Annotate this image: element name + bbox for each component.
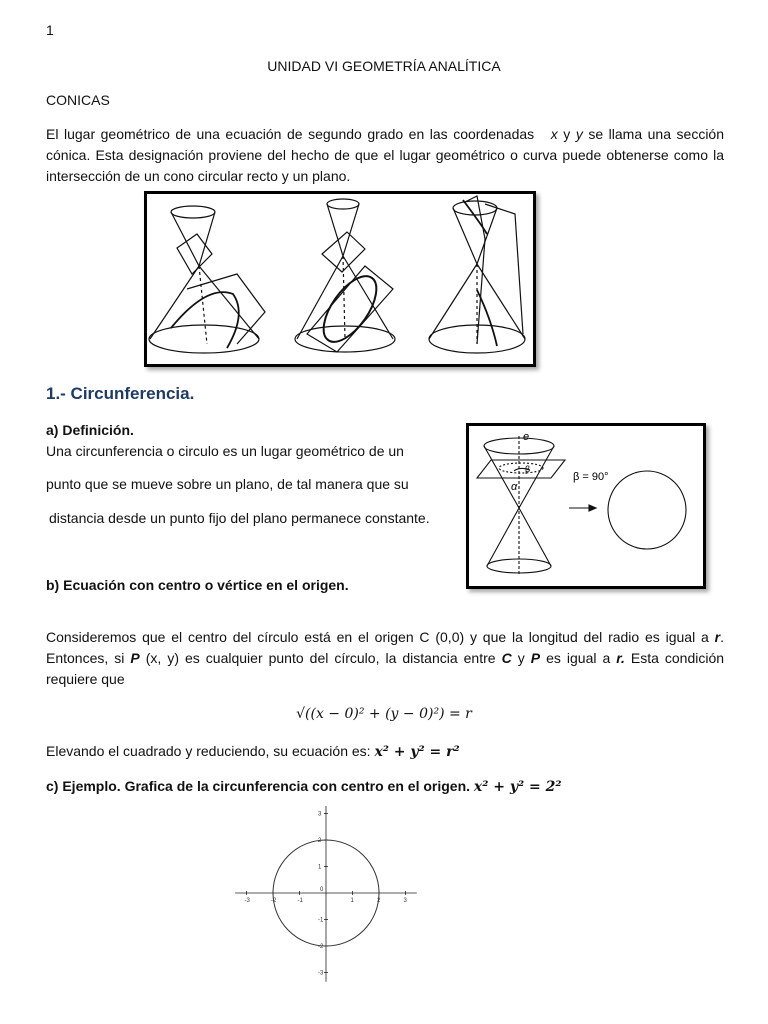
definition-line-3: distancia desde un punto fijo del plano permanece constante. (49, 510, 430, 526)
intro-and: y (563, 126, 571, 142)
label-beta-90: β = 90° (573, 471, 609, 483)
x-tick-label: 2 (377, 898, 381, 904)
distance-equation: √((x − 0)² + (y − 0)²) = r (296, 706, 472, 722)
y-tick-label: -3 (318, 970, 324, 977)
y-tick-label: 1 (318, 864, 322, 871)
elevating-label: Elevando el cuadrado y reduciendo, su ecuación es: (46, 743, 371, 759)
origin-label: 0 (320, 887, 324, 893)
eq-text-4: y (517, 650, 525, 666)
var-P2: P (530, 650, 541, 666)
definition-line-1: Una circunferencia o circulo es un lugar geométrico de un (46, 443, 404, 459)
eq-text-2: . Entonces, si (46, 629, 724, 666)
var-y: y (575, 126, 583, 142)
intro-paragraph (46, 124, 724, 187)
page-number: 1 (46, 22, 54, 38)
y-tick-label: 2 (318, 838, 322, 844)
var-P: P (130, 650, 140, 666)
var-r2: r. (616, 650, 625, 666)
example-heading (46, 778, 562, 795)
x-tick-label: -1 (297, 898, 303, 904)
section-subtitle: CONICAS (46, 92, 110, 108)
x-tick-label: -2 (271, 898, 277, 904)
standard-equation: x² + y² = r² (374, 744, 460, 760)
page-title: UNIDAD VI GEOMETRÍA ANALÍTICA (267, 58, 501, 74)
example-equation: x² + y² = 2² (473, 779, 562, 795)
var-r: r (714, 629, 721, 645)
label-e: e (523, 431, 530, 443)
x-tick-label: 1 (350, 898, 354, 904)
y-tick-label: 3 (318, 811, 322, 818)
section-heading-circunferencia: 1.- Circunferencia. (46, 384, 195, 403)
eq-text-6: Esta condición requiere que (46, 650, 725, 687)
y-tick-label: -1 (318, 917, 324, 924)
label-beta: β (525, 464, 531, 474)
eq-text-3: (x, y) es cualquier punto del círculo, la distancia entre (145, 650, 496, 666)
x-tick-label: 3 (403, 898, 407, 904)
definition-line-2: punto que se mueve sobre un plano, de tal manera que su (46, 476, 409, 492)
circle-graph (234, 806, 430, 984)
example-heading-text: c) Ejemplo. Grafica de la circunferencia con centro en el origen. (46, 778, 471, 794)
equation-heading: b) Ecuación con centro o vértice en el origen. (46, 577, 349, 593)
y-tick-label: -2 (318, 944, 324, 950)
conic-sections-figure (144, 191, 536, 367)
definition-heading: a) Definición. (46, 422, 134, 438)
circle-cone-figure (466, 423, 706, 589)
elevating-text (46, 743, 460, 760)
intro-text-1: El lugar geométrico de una ecuación de segundo grado en las coordenadas (46, 126, 535, 142)
eq-text-5: es igual a (546, 650, 611, 666)
eq-text-1: Consideremos que el centro del círculo está en el origen C (0,0) y que la longitud del radio es igual a (46, 629, 709, 645)
circle-cone-drawing (469, 426, 703, 586)
equation-paragraph (46, 627, 724, 690)
var-x: x (550, 126, 558, 142)
x-tick-label: -3 (244, 898, 250, 904)
label-alpha: α (511, 481, 518, 493)
var-C: C (501, 650, 512, 666)
conic-sections-drawing (147, 194, 533, 364)
intro-text-2: se llama una sección cónica. Esta designación proviene del hecho de que el lugar geométrico o curva puede obtenerse como la intersección de un cono circular recto y un plano. (46, 126, 725, 184)
